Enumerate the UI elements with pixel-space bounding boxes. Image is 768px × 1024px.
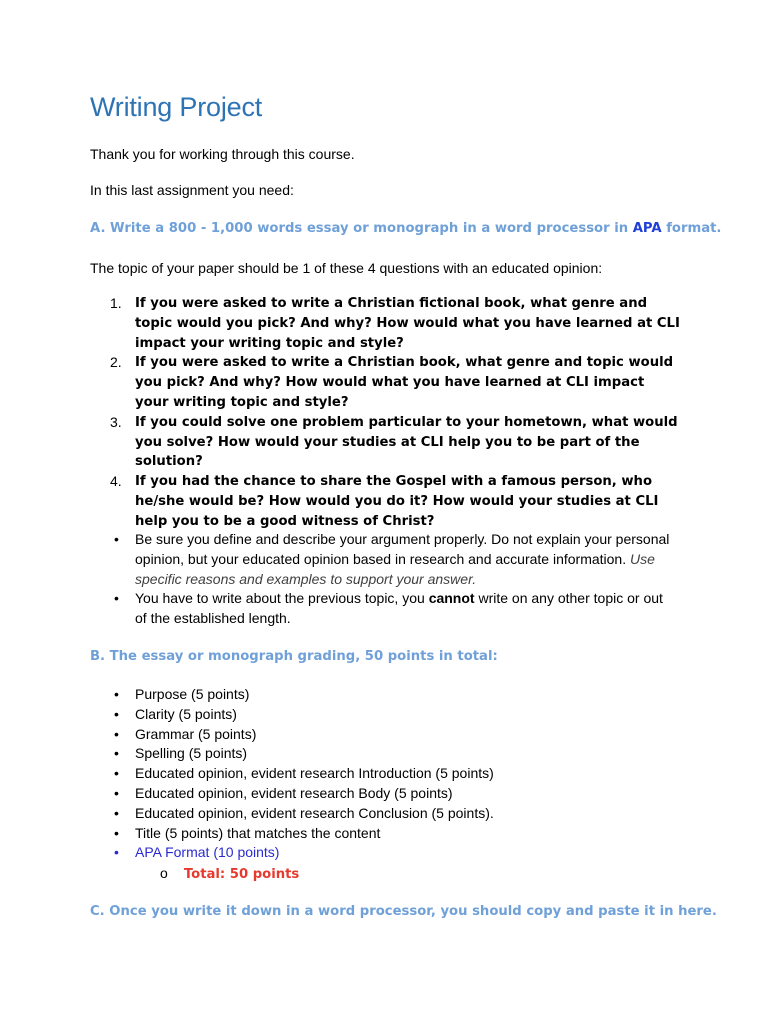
question-number: 1.: [110, 295, 122, 311]
total-points: Total: 50 points: [183, 867, 300, 882]
bullet-icon: •: [114, 765, 119, 782]
note2-after: write on any other topic or out of the established length.: [135, 590, 663, 627]
intro-thanks: Thank you for working through this course.: [90, 146, 355, 162]
note-item: [110, 530, 670, 589]
intro-assignment: In this last assignment you need:: [90, 182, 294, 198]
section-b-heading: B. The essay or monograph grading, 50 points in total:: [90, 649, 498, 664]
section-c-heading: C. Once you write it down in a word processor, you should copy and paste it in here.: [90, 904, 717, 919]
grading-text: Spelling (5 points): [135, 745, 248, 762]
question-text: If you were asked to write a Christian book, what genre and topic would you pick? And why? How would what you have learned at CLI impact your writing topic and style?: [135, 355, 674, 410]
bullet-icon: •: [114, 844, 119, 861]
grading-item: [110, 725, 670, 745]
grading-item: [110, 705, 670, 725]
question-text: If you had the chance to share the Gospel with a famous person, who he/she would be? How would you do it? How would your studies at CLI help you to be a good witness of Christ?: [135, 474, 659, 529]
bullet-icon: •: [114, 686, 119, 702]
question-text: If you could solve one problem particular to your hometown, what would you solve? How would your studies at CLI help you to be part of the solution?: [135, 414, 678, 470]
grading-text: Grammar (5 points): [135, 725, 257, 742]
grading-text: Purpose (5 points): [135, 686, 250, 702]
grading-item: [110, 744, 670, 764]
question-item: [110, 472, 680, 531]
note1-text: Be sure you define and describe your argument properly. Do not explain your personal opinion, but your educated opinion based in research and accurate information.: [135, 531, 670, 567]
apa-format-link[interactable]: APA Format (10 points): [135, 844, 280, 861]
bullet-icon: •: [114, 745, 119, 762]
bullet-icon: •: [114, 784, 119, 801]
section-a-prefix: A. Write a 800 - 1,000 words essay or monograph in a word processor in: [90, 221, 629, 236]
question-number: 3.: [110, 413, 122, 430]
grading-text: Title (5 points) that matches the content: [135, 824, 381, 841]
note2-bold: cannot: [428, 590, 475, 607]
question-number: 2.: [110, 354, 122, 371]
grading-item: [110, 824, 670, 844]
question-item: [110, 413, 680, 472]
total-line: [160, 863, 299, 885]
notes-list: [110, 530, 670, 629]
grading-item: [110, 804, 670, 824]
bullet-icon: •: [114, 590, 119, 607]
note2-before: You have to write about the previous topic, you: [135, 590, 425, 607]
grading-item: [110, 784, 670, 804]
bullet-icon: •: [114, 725, 119, 742]
question-item: [110, 294, 680, 353]
apa-link[interactable]: APA: [632, 221, 662, 236]
question-list: [110, 294, 680, 532]
section-a-suffix: format.: [666, 221, 722, 236]
grading-list: [110, 685, 670, 863]
note-item: [110, 589, 670, 629]
grading-item: [110, 764, 670, 784]
grading-text: Educated opinion, evident research Body (5 points): [135, 784, 453, 801]
bullet-icon: •: [114, 531, 119, 547]
topic-intro: The topic of your paper should be 1 of these 4 questions with an educated opinion:: [90, 260, 603, 276]
grading-text: Educated opinion, evident research Introduction (5 points): [135, 765, 494, 782]
grading-item-apa: [110, 843, 670, 863]
bullet-icon: •: [114, 804, 119, 821]
question-number: 4.: [110, 473, 122, 490]
grading-item: [110, 685, 670, 705]
section-a-heading: [90, 219, 721, 239]
grading-text: Clarity (5 points): [135, 705, 237, 722]
grading-text: Educated opinion, evident research Conclusion (5 points).: [135, 804, 494, 821]
circle-bullet-icon: o: [160, 865, 168, 881]
bullet-icon: •: [114, 824, 119, 841]
question-item: [110, 353, 680, 412]
bullet-icon: •: [114, 705, 119, 722]
note1-italic: Use specific reasons and examples to support your answer.: [135, 550, 655, 587]
page-title: Writing Project: [90, 92, 263, 122]
question-text: If you were asked to write a Christian fictional book, what genre and topic would you pick? And why? How would what you have learned at CLI impact your writing topic and style?: [135, 296, 680, 351]
